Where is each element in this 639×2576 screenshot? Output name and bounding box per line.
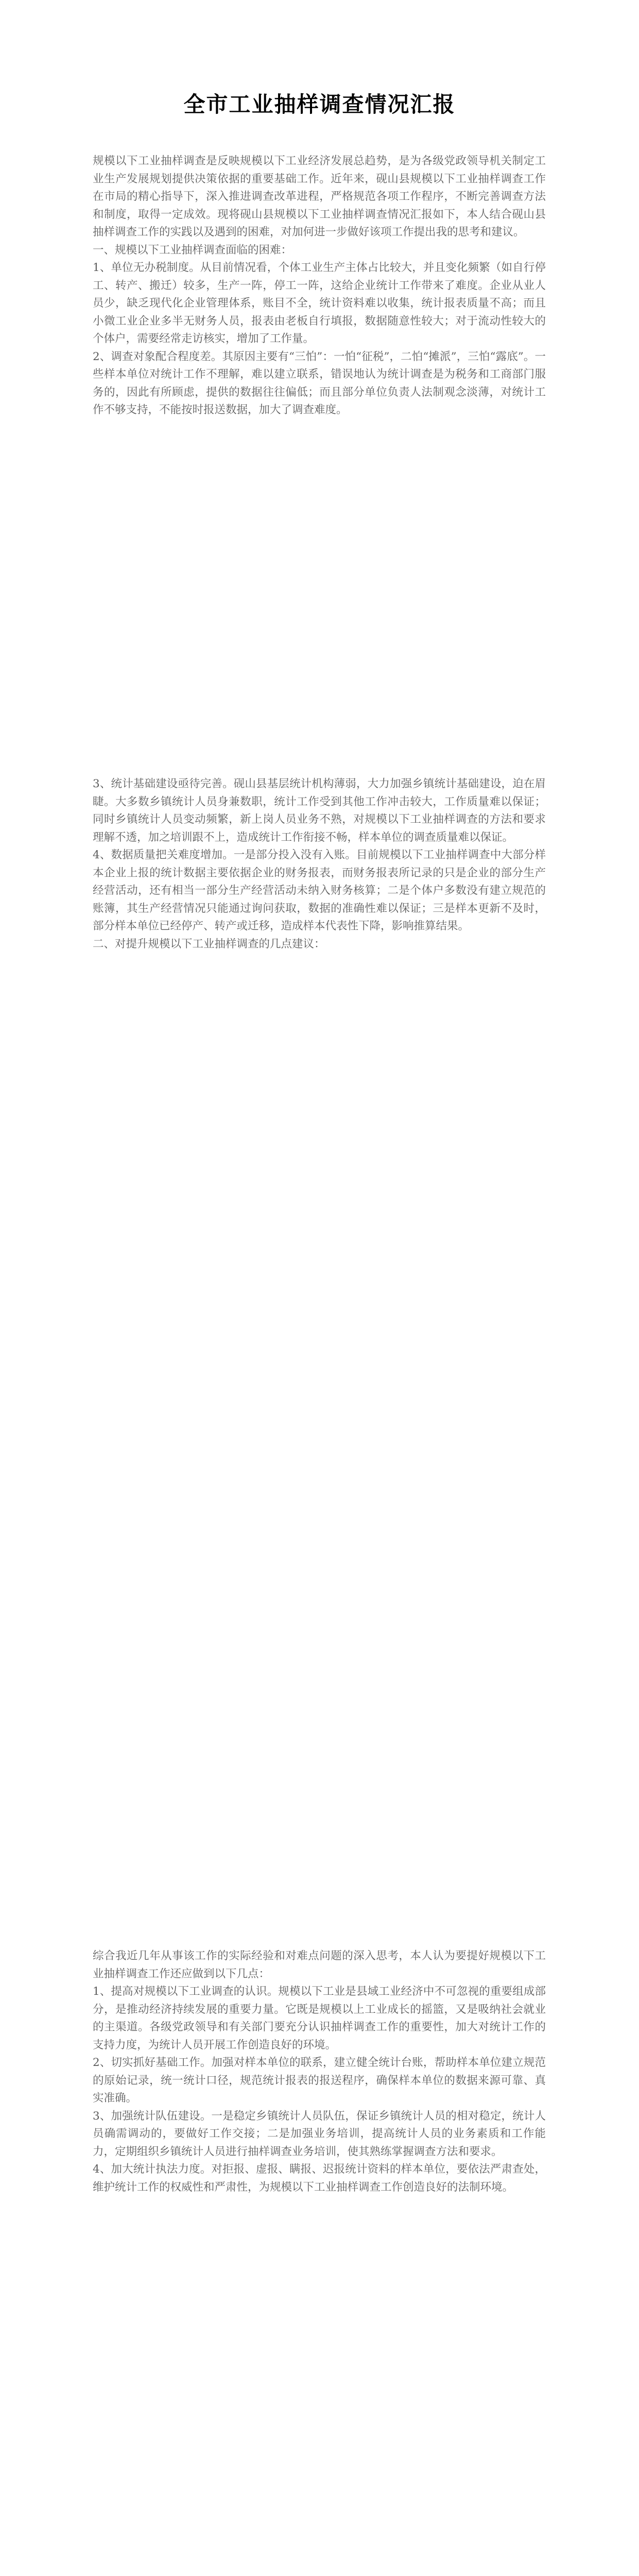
section-heading: 二、对提升规模以下工业抽样调查的几点建议：: [93, 937, 325, 951]
text-block-2: [93, 775, 546, 953]
paragraph: 2、调查对象配合程度差。其原因主要有“三怕”：一怕“征税”，二怕“摊派”，三怕“露底”。一些样本单位对统计工作不理解，难以建立联系，错误地认为统计调查是为税务和工商部门服务的，因此有所顾虑，提供的数据往往偏低；而且部分单位负责人法制观念淡薄，对统计工作不够支持，不能按时报送数据，加大了调查难度。: [93, 350, 546, 416]
paragraph: 3、加强统计队伍建设。一是稳定乡镇统计人员队伍，保证乡镇统计人员的相对稳定，统计人员确需调动的，要做好工作交接；二是加强业务培训，提高统计人员的业务素质和工作能力，定期组织乡镇统计人员进行抽样调查业务培训，使其熟练掌握调查方法和要求。: [93, 2109, 546, 2158]
paragraph: 4、加大统计执法力度。对拒报、虚报、瞒报、迟报统计资料的样本单位，要依法严肃查处，维护统计工作的权威性和严肃性，为规模以下工业抽样调查工作创造良好的法制环境。: [93, 2163, 546, 2194]
paragraph: 1、提高对规模以下工业调查的认识。规模以下工业是县域工业经济中不可忽视的重要组成部分，是推动经济持续发展的重要力量。它既是规模以上工业成长的摇篮，又是吸纳社会就业的主渠道。各级党政领导和有关部门要充分认识抽样调查工作的重要性，加大对统计工作的支持力度，为统计人员开展工作创造良好的环境。: [93, 1985, 546, 2052]
text-block-3: [93, 1947, 546, 2196]
section-heading: 一、规模以下工业抽样调查面临的困难：: [93, 243, 292, 257]
paragraph: 3、统计基础建设亟待完善。砚山县基层统计机构薄弱，大力加强乡镇统计基础建设，迫在眉睫。大多数乡镇统计人员身兼数职，统计工作受到其他工作冲击较大，工作质量难以保证；同时乡镇统计人员变动频繁，新上岗人员业务不熟，对规模以下工业抽样调查的方法和要求理解不透，加之培训跟不上，造成统计工作衔接不畅，样本单位的调查质量难以保证。: [93, 777, 546, 844]
paragraph: 2、切实抓好基础工作。加强对样本单位的联系，建立健全统计台账，帮助样本单位建立规范的原始记录，统一统计口径，规范统计报表的报送程序，确保样本单位的数据来源可靠、真实准确。: [93, 2056, 546, 2105]
paragraph: 综合我近几年从事该工作的实际经验和对难点问题的深入思考，本人认为要提好规模以下工业抽样调查工作还应做到以下几点：: [93, 1950, 546, 1980]
paragraph: 规模以下工业抽样调查是反映规模以下工业经济发展总趋势，是为各级党政领导机关制定工业生产发展规划提供决策依据的重要基础工作。近年来，砚山县规模以下工业抽样调查工作在市局的精心指导下，深入推进调查改革进程，严格规范各项工作程序，不断完善调查方法和制度，取得一定成效。现将砚山县规模以下工业抽样调查情况汇报如下，本人结合砚山县抽样调查工作的实践以及遇到的困难，对加何进一步做好该项工作提出我的思考和建议。: [93, 155, 546, 239]
document-title: 全市工业抽样调查情况汇报: [183, 92, 456, 117]
paragraph: 1、单位无办税制度。从目前情况看，个体工业生产主体占比较大，并且变化频繁（如自行停工、转产、搬迁）较多，生产一阵，停工一阵，这给企业统计工作带来了难度。企业从业人员少，缺乏现代化企业管理体系，账目不全，统计资料难以收集，统计报表质量不高；而且小微工业企业多半无财务人员，报表由老板自行填报，数据随意性较大；对于流动性较大的个体户，需要经常走访核实，增加了工作量。: [93, 261, 546, 345]
paragraph: 4、数据质量把关难度增加。一是部分投入没有入账。目前规模以下工业抽样调查中大部分样本企业上报的统计数据主要依据企业的财务报表，而财务报表所记录的只是企业的部分生产经营活动，还有相当一部分生产经营活动未纳入财务核算；二是个体户多数没有建立规范的账簿，其生产经营情况只能通过询问获取，数据的准确性难以保证；三是样本更新不及时，部分样本单位已经停产、转产或迁移，造成样本代表性下降，影响推算结果。: [93, 849, 546, 933]
text-block-1: [93, 152, 546, 419]
